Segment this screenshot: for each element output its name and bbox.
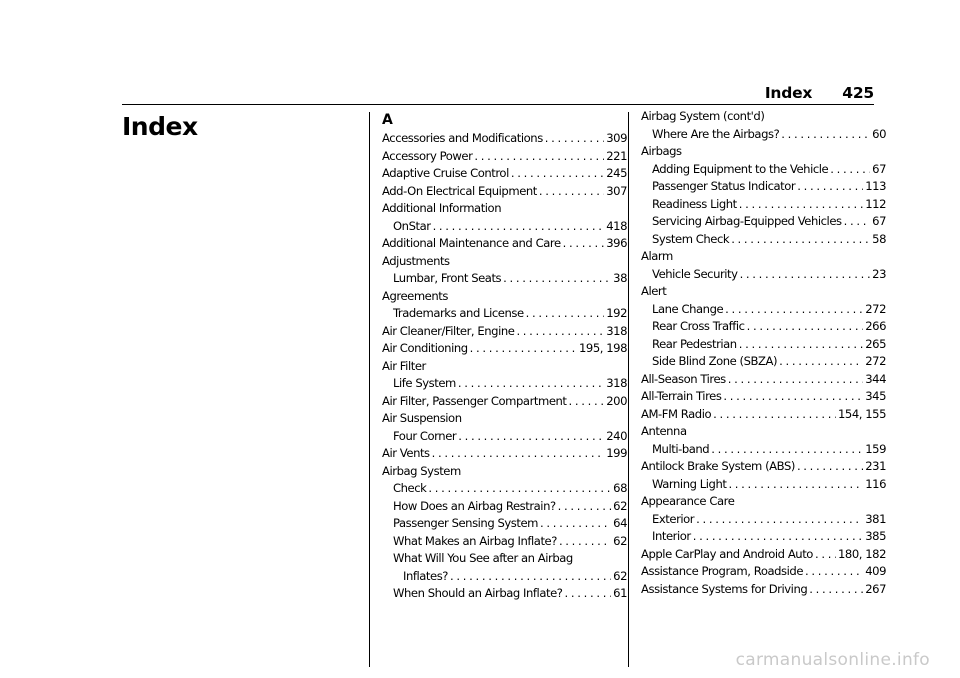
index-entry-text: Where Are the Airbags? [652,126,780,141]
index-subentry [641,476,886,494]
index-subentry [641,126,886,144]
index-subentry [382,270,627,288]
leader-dots [728,476,863,494]
index-page-ref: 200 [606,393,627,408]
index-entry-text: Passenger Status Indicator [652,179,796,193]
index-subentry [641,231,886,249]
leader-dots [569,393,605,411]
index-entry-text: Antilock Brake System (ABS) [641,459,795,473]
index-page-ref: 418 [606,218,627,233]
index-page-ref: 62 [613,568,627,583]
leader-dots [731,231,870,249]
column-divider [628,112,629,667]
index-page-ref: 272 [865,354,886,368]
index-subentry [382,568,627,586]
leader-dots [711,441,863,459]
leader-dots [458,375,604,393]
index-subentry [641,336,886,354]
leader-dots [809,581,863,599]
index-entry-text: OnStar [393,218,431,233]
index-page-ref: 38 [613,271,627,285]
index-entry [641,108,886,126]
leader-dots [725,301,863,319]
index-subentry [382,305,627,323]
index-entry-text: Airbags [641,144,682,158]
index-page-ref: 192 [606,306,627,320]
index-entry-text: System Check [652,231,730,246]
index-entry-text: When Should an Airbag Inflate? [393,586,563,600]
index-entry-text: Check [393,481,427,495]
index-entry-text: Lumbar, Front Seats [393,271,502,285]
index-entry-text: Appearance Care [641,494,735,508]
index-page-ref: 309 [606,131,627,145]
index-page-ref: 307 [606,183,627,198]
index-entry-text: Adaptive Cruise Control [382,166,509,180]
leader-dots [779,353,863,371]
index-page-ref: 221 [606,148,627,163]
index-entry-text: Readiness Light [652,196,737,211]
leader-dots [830,161,870,179]
index-subentry [382,515,627,533]
index-entry [382,410,627,428]
leader-dots [723,388,863,406]
column-divider [369,112,370,667]
index-entry-text: Air Conditioning [382,341,468,355]
index-page-ref: 180, 182 [837,546,886,561]
index-page-ref: 195, 198 [578,341,627,355]
index-entry [641,423,886,441]
index-entry [382,130,627,148]
leader-dots [797,458,863,476]
index-page-ref: 267 [865,581,886,596]
leader-dots [747,318,864,336]
index-entry-text: Passenger Sensing System [393,516,539,530]
index-entry [641,458,886,476]
index-subentry [641,213,886,231]
index-entry [641,406,886,424]
index-entry [382,165,627,183]
index-page-ref: 154, 155 [837,406,886,421]
index-entry-text: Add-On Electrical Equipment [382,183,537,198]
index-subentry [382,218,627,236]
index-entry-text: Life System [393,376,456,390]
header-rule [122,104,874,105]
leader-dots [558,498,611,516]
index-entry [641,248,886,266]
index-entry [382,445,627,463]
index-page-ref: 265 [865,336,886,351]
index-page-ref: 318 [606,323,627,338]
index-entry-text: What Makes an Airbag Inflate? [393,533,557,548]
leader-dots [428,480,611,498]
leader-dots [740,266,871,284]
index-entry-text: How Does an Airbag Restrain? [393,498,556,513]
leader-dots [540,515,611,533]
index-entry-text: Exterior [652,511,695,526]
leader-dots [433,218,605,236]
index-subentry [641,511,886,529]
index-entry-text: Rear Pedestrian [652,336,737,351]
index-entry-text: Apple CarPlay and Android Auto [641,546,813,561]
index-entry [641,283,886,301]
index-subentry [641,318,886,336]
index-entry-text: Rear Cross Traffic [652,319,745,333]
index-subentry [641,161,886,179]
leader-dots [696,511,863,529]
index-entry-text: Air Filter [382,358,426,373]
index-entry [382,183,627,201]
leader-dots [503,270,611,288]
index-column-1 [382,110,627,603]
index-page-ref: 62 [613,533,627,548]
index-page-ref: 61 [613,586,627,600]
leader-dots [805,563,863,581]
index-subentry [641,528,886,546]
leader-dots [559,533,611,551]
index-entry [641,493,886,511]
leader-dots [470,340,577,358]
leader-dots [815,546,836,564]
index-entry [382,340,627,358]
index-page-ref: 318 [606,376,627,390]
index-entry [382,200,627,218]
index-entry-text: Inflates? [403,568,448,583]
index-page-ref: 231 [865,459,886,473]
index-entry-text: Air Cleaner/Filter, Engine [382,323,515,338]
index-entry-text: Additional Information [382,201,502,215]
index-page-ref: 58 [872,231,886,246]
index-entry-text: Air Filter, Passenger Compartment [382,393,567,408]
index-entry [641,546,886,564]
leader-dots [474,148,604,166]
index-entry-text: Adding Equipment to the Vehicle [652,161,829,176]
index-entry [641,143,886,161]
index-page-ref: 409 [865,564,886,578]
index-entry-text: All-Terrain Tires [641,389,722,403]
index-entry-text: Airbag System [382,463,461,478]
index-entry-text: Airbag System (cont'd) [641,109,765,123]
index-subentry [382,533,627,551]
index-entry-text: Interior [652,529,691,543]
page-header [765,84,874,102]
index-page-ref: 67 [872,214,886,228]
index-entry-text: Alert [641,284,667,298]
index-entry [641,563,886,581]
leader-dots [844,213,871,231]
index-page-ref: 381 [865,511,886,526]
leader-dots [432,445,605,463]
index-page-ref: 67 [872,161,886,176]
index-subentry [641,266,886,284]
index-subentry [382,550,627,568]
index-subentry [382,480,627,498]
index-entry [382,253,627,271]
index-page-ref: 68 [613,481,627,495]
index-entry-text: Lane Change [652,301,724,316]
index-page-ref: 116 [865,476,886,491]
index-subentry [382,585,627,603]
leader-dots [797,178,863,196]
index-entry-text: Air Suspension [382,411,462,425]
index-entry-text: Four Corner [393,428,457,443]
index-page-ref: 240 [606,428,627,443]
leader-dots [458,428,604,446]
index-entry [382,148,627,166]
index-title: Index [122,112,198,141]
index-page-ref: 344 [865,371,886,386]
index-page-ref: 62 [613,498,627,513]
index-subentry [641,353,886,371]
index-entry-text: Warning Light [652,476,727,491]
leader-dots [713,406,836,424]
index-column-2 [641,108,886,598]
leader-dots [545,130,604,148]
index-entry [382,235,627,253]
index-entry-text: Additional Maintenance and Care [382,236,561,250]
index-entry-text: Accessories and Modifications [382,131,543,145]
index-entry-text: Alarm [641,249,673,263]
index-subentry [382,375,627,393]
index-page-ref: 23 [872,266,886,281]
index-subentry [641,301,886,319]
index-page-ref: 396 [606,236,627,250]
index-entry [382,323,627,341]
index-entry-text: Agreements [382,288,448,303]
index-entry-text: What Will You See after an Airbag [393,551,573,565]
header-section-title: Index [764,84,813,102]
leader-dots [728,371,863,389]
index-page-ref: 60 [872,126,886,141]
index-entry [382,358,627,376]
index-page-ref: 112 [865,196,886,211]
index-page-ref: 199 [606,446,627,460]
index-entry-text: Accessory Power [382,148,473,163]
index-entry-text: Antenna [641,424,687,438]
index-entry-text: All-Season Tires [641,371,726,386]
index-page-ref: 113 [865,179,886,193]
index-entry-text: Adjustments [382,253,450,268]
leader-dots [539,183,604,201]
index-subentry [641,441,886,459]
page-number: 425 [842,84,874,102]
index-entry-text: AM-FM Radio [641,406,712,421]
leader-dots [450,568,611,586]
index-subentry [641,196,886,214]
index-entry [641,388,886,406]
leader-dots [739,196,863,214]
index-page-ref: 345 [865,389,886,403]
leader-dots [516,323,604,341]
watermark-text: carmanualsonline.info [735,650,930,670]
index-page-ref: 385 [865,529,886,543]
index-page-ref: 64 [613,516,627,530]
index-page-ref: 272 [865,301,886,316]
index-entry-text: Assistance Program, Roadside [641,564,803,578]
index-entry-text: Assistance Systems for Driving [641,581,808,596]
index-entry-text: Multi-band [652,441,710,456]
index-entry [382,393,627,411]
index-page-ref: 266 [865,319,886,333]
leader-dots [739,336,864,354]
index-subentry [641,178,886,196]
index-entry [641,581,886,599]
index-entry-text: Vehicle Security [652,266,738,281]
index-subentry [382,428,627,446]
leader-dots [781,126,870,144]
index-entry-text: Side Blind Zone (SBZA) [652,354,778,368]
index-page-ref: 159 [865,441,886,456]
index-page-ref: 245 [606,166,627,180]
index-entry-text: Trademarks and License [393,306,524,320]
leader-dots [526,305,605,323]
index-entry [382,288,627,306]
leader-dots [511,165,604,183]
index-section-letter: A [382,112,393,128]
index-subentry [382,498,627,516]
index-entry-text: Air Vents [382,446,430,460]
leader-dots [693,528,864,546]
index-entry [641,371,886,389]
leader-dots [564,585,611,603]
index-entry [382,463,627,481]
leader-dots [563,235,605,253]
index-entry-text: Servicing Airbag-Equipped Vehicles [652,214,842,228]
